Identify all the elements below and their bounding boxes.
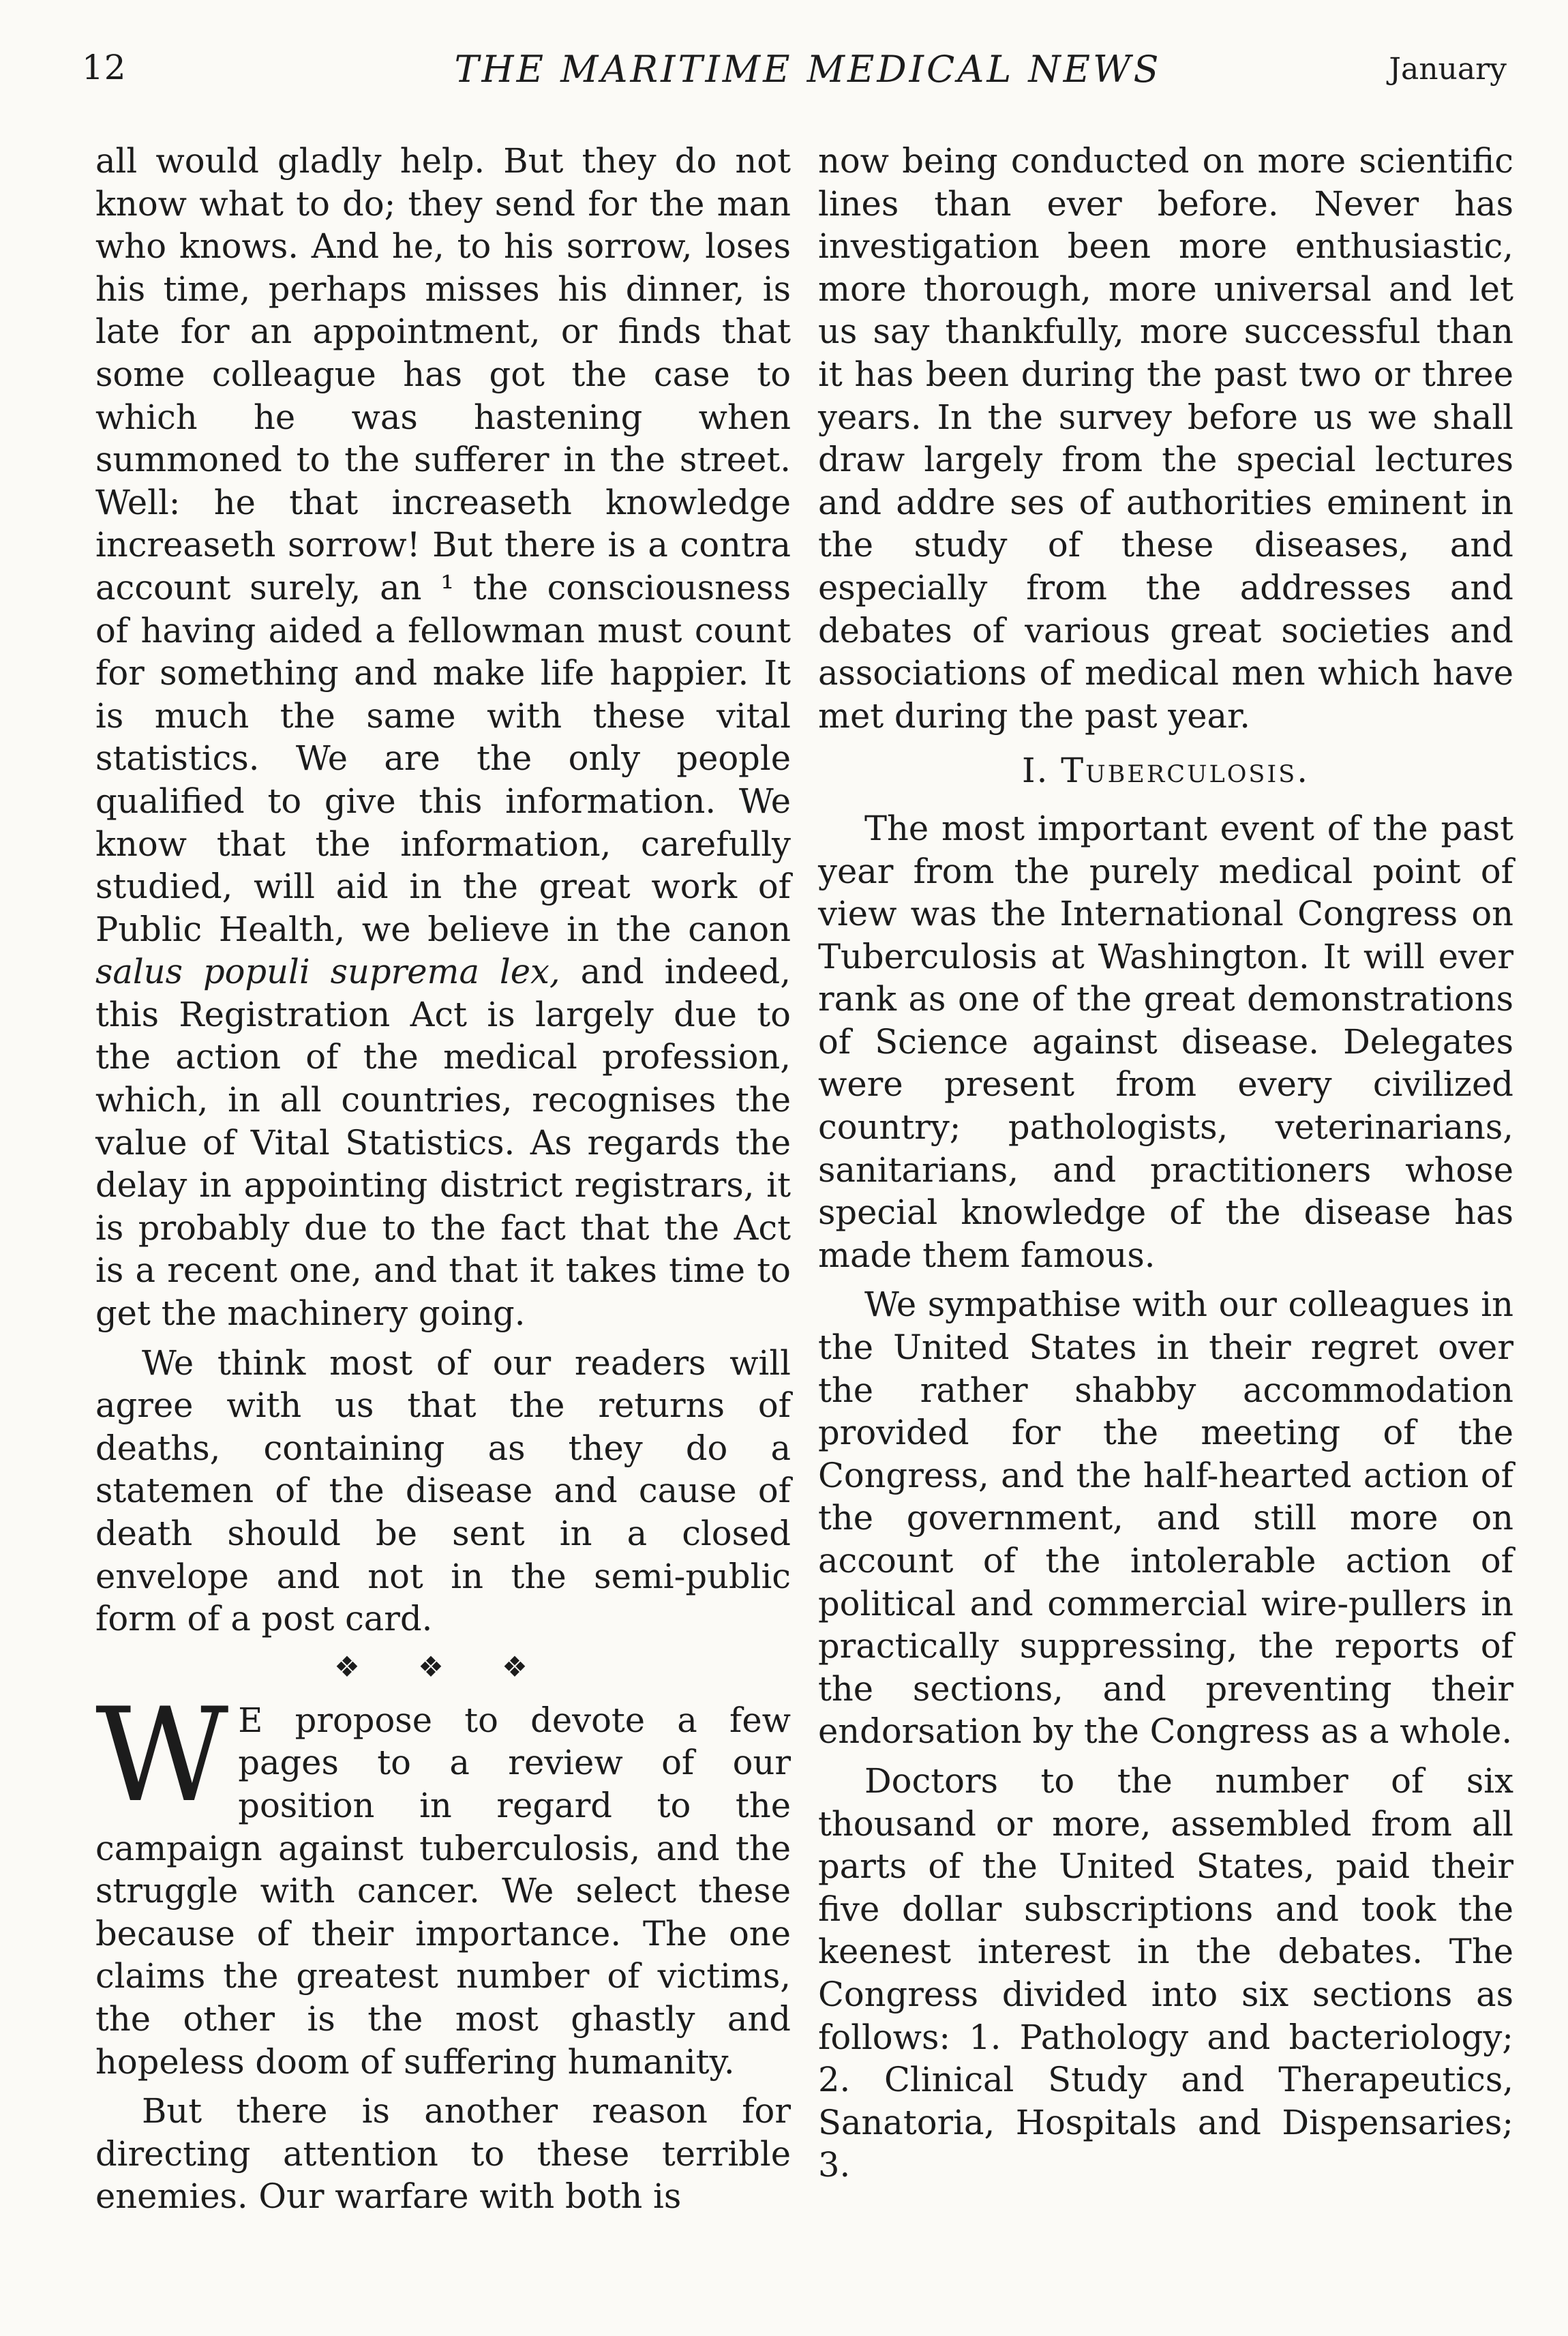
paragraph-warfare: But there is another reason for directing attention to these terrible enemies. Our warfare with both is <box>95 2091 791 2217</box>
paragraph-death-returns: We think most of our readers will agree with us that the returns of deaths, containing as they do a statemen of the disease and cause of death should be sent in a closed envelope and not in the semi-public form of a post card. <box>95 1343 791 1639</box>
section-title: Tuberculosis. <box>1061 751 1310 791</box>
section-ornament: ❖ ❖ ❖ <box>334 1649 552 1683</box>
paragraph-sympathy: We sympathise with our colleagues in the United States in their regret over the rather shabby accommodation provided for the meeting of the Congress, and the half-hearted action of the government, and still more on account of the intolerable action of political and commercial wire-pullers in practically suppressing, the reports of the sections, and preventing their endorsation by the Congress as a whole. <box>818 1285 1513 1752</box>
page-number: 12 <box>82 48 127 87</box>
paragraph-review-intro <box>95 1679 791 2083</box>
section-heading <box>818 749 1513 792</box>
paragraph-registration <box>95 140 791 1335</box>
paragraph-text: and indeed, this Registration Act is largely due to the action of the medical profession, which, in all countries, recognises the value of Vital Statistics. As regards the delay in appointing district registrars, it is probably due to the fact that the Act is a recent one, and that it takes time to get the machinery going. <box>95 952 791 1334</box>
section-number: I. <box>1022 751 1049 791</box>
paragraph-text: all would gladly help. But they do not know what to do; they send for the man who knows. And he, to his sorrow, loses his time, perhaps misses his dinner, is late for an appointment, or finds that some colleague has got the case to which he was hastening when summoned to the sufferer in the street. Well: he that increaseth knowledge increaseth sorrow! But there is a contra account surely, an ¹ the consciousness of having aided a fellowman must count for something and make life happier. It is much the same with these vital statistics. We are the only people qualified to give this information. We know that the information, carefully studied, will aid in the great work of Public Health, we believe in the canon <box>95 141 791 949</box>
issue-month: January <box>1389 52 1507 87</box>
paragraph-investigation: now being conducted on more scientific lines than ever before. Never has investigation been more enthusiastic, more thorough, more universal and let us say thankfully, more successful than it has been during the past two or three years. In the survey before us we shall draw largely from the special lectures and addre ses of authorities eminent in the study of these diseases, and especially from the addresses and debates of various great societies and associations of medical men which have met during the past year. <box>818 141 1513 736</box>
left-column <box>95 140 791 2225</box>
right-column <box>818 140 1513 2193</box>
drop-cap: W <box>95 1679 229 1831</box>
running-title: THE MARITIME MEDICAL NEWS <box>454 48 1162 91</box>
latin-maxim: salus populi suprema lex, <box>95 952 560 992</box>
paragraph-doctors: Doctors to the number of six thousand or more, assembled from all parts of the United States, paid their five dollar subscriptions and took the keenest interest in the debates. The Congress divided into six sections as follows: 1. Pathology and bacteriology; 2. Clinical Study and Therapeutics, Sanatoria, Hospitals and Dispensaries; 3. <box>818 1761 1513 2185</box>
paragraph-text: E propose to devote a few pages to a review of our position in regard to the campaign against tuberculosis, and the struggle with cancer. We select these because of their importance. The one claims the greatest number of victims, the other is the most ghastly and hopeless doom of suffering humanity. <box>95 1700 791 2082</box>
page-header <box>82 48 1507 102</box>
paragraph-congress: The most important event of the past year from the purely medical point of view was the International Congress on Tuberculosis at Washington. It will ever rank as one of the great demonstrations of Science against disease. Delegates were present from every civilized country; pathologists, veterinarians, sanitarians, and practitioners whose special knowledge of the disease has made them famous. <box>818 808 1513 1275</box>
